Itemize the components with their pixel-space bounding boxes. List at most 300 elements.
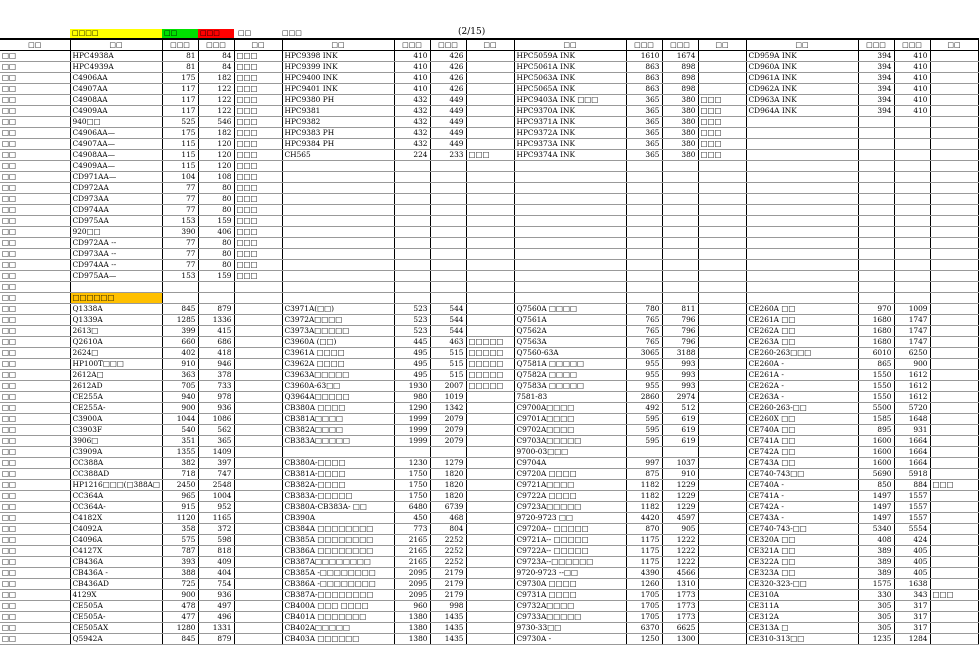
table-cell: 879 bbox=[198, 304, 234, 315]
table-cell: 2079 bbox=[430, 436, 466, 447]
header-cell: □□□ bbox=[162, 39, 198, 51]
table-cell: CE313A □ bbox=[746, 623, 858, 634]
table-cell: HPC5063A INK bbox=[514, 73, 626, 84]
table-cell: CD974AA -- bbox=[70, 260, 162, 271]
table-cell: 468 bbox=[430, 513, 466, 524]
table-cell: 410 bbox=[894, 62, 930, 73]
table-cell: □□□ bbox=[698, 106, 746, 117]
table-cell bbox=[858, 227, 894, 238]
table-cell: □□ bbox=[0, 315, 70, 326]
table-cell bbox=[626, 205, 662, 216]
table-cell bbox=[234, 326, 282, 337]
table-cell: CE263A □□ bbox=[746, 337, 858, 348]
table-cell: 1680 bbox=[858, 326, 894, 337]
table-cell: 1120 bbox=[162, 513, 198, 524]
table-cell bbox=[234, 392, 282, 403]
table-cell bbox=[394, 271, 430, 282]
table-cell bbox=[698, 282, 746, 293]
table-cell: HPC9401 INK bbox=[282, 84, 394, 95]
table-cell: □□□ bbox=[234, 84, 282, 95]
table-cell: 515 bbox=[430, 370, 466, 381]
table-row bbox=[0, 370, 978, 381]
table-cell: CB390A bbox=[282, 513, 394, 524]
table-cell: 910 bbox=[662, 469, 698, 480]
table-row bbox=[0, 381, 978, 392]
table-cell: □□□□□ bbox=[466, 337, 514, 348]
table-cell: 863 bbox=[626, 73, 662, 84]
table-cell bbox=[698, 238, 746, 249]
table-cell: HPC9374A INK bbox=[514, 150, 626, 161]
table-header-row bbox=[0, 39, 978, 51]
table-cell: 1773 bbox=[662, 601, 698, 612]
table-cell bbox=[466, 480, 514, 491]
table-cell: CB383A-□□□□□ bbox=[282, 491, 394, 502]
table-cell bbox=[234, 447, 282, 458]
table-cell bbox=[466, 216, 514, 227]
table-cell: □□□ bbox=[234, 260, 282, 271]
table-cell bbox=[746, 205, 858, 216]
table-cell: 410 bbox=[894, 106, 930, 117]
table-cell bbox=[894, 150, 930, 161]
table-cell bbox=[234, 403, 282, 414]
table-cell: 765 bbox=[626, 337, 662, 348]
sheet-topbar bbox=[0, 0, 950, 38]
table-cell: C4092A bbox=[70, 524, 162, 535]
table-cell: 1600 bbox=[858, 458, 894, 469]
table-cell bbox=[394, 172, 430, 183]
table-cell: 575 bbox=[162, 535, 198, 546]
table-cell: 898 bbox=[662, 84, 698, 95]
table-cell bbox=[894, 183, 930, 194]
table-cell bbox=[662, 238, 698, 249]
table-cell bbox=[466, 128, 514, 139]
table-cell: C9732A□□□□ bbox=[514, 601, 626, 612]
table-cell: CC364A bbox=[70, 491, 162, 502]
table-cell: HPC9403A INK □□□ bbox=[514, 95, 626, 106]
table-cell bbox=[234, 535, 282, 546]
table-cell: CH565 bbox=[282, 150, 394, 161]
table-cell: 2252 bbox=[430, 546, 466, 557]
table-cell: C3909A bbox=[70, 447, 162, 458]
table-cell bbox=[430, 183, 466, 194]
table-cell: CB400A □□□ □□□□ bbox=[282, 601, 394, 612]
table-cell: C3963A□□□□□ bbox=[282, 370, 394, 381]
table-cell bbox=[234, 590, 282, 601]
table-cell: CE255A- bbox=[70, 403, 162, 414]
table-cell: CE740-743-□□ bbox=[746, 524, 858, 535]
table-cell bbox=[162, 293, 198, 304]
table-cell bbox=[698, 458, 746, 469]
table-row bbox=[0, 392, 978, 403]
table-cell bbox=[930, 491, 978, 502]
table-cell: HPC4939A bbox=[70, 62, 162, 73]
table-row bbox=[0, 293, 978, 304]
table-cell bbox=[930, 524, 978, 535]
table-cell: 410 bbox=[394, 84, 430, 95]
table-cell: 495 bbox=[394, 348, 430, 359]
table-cell: CB380A □□□□ bbox=[282, 403, 394, 414]
table-cell bbox=[746, 172, 858, 183]
table-cell: 4129X bbox=[70, 590, 162, 601]
table-cell: □□ bbox=[0, 359, 70, 370]
table-cell: □□□ bbox=[234, 227, 282, 238]
table-cell bbox=[234, 282, 282, 293]
table-cell: 389 bbox=[858, 546, 894, 557]
table-cell bbox=[626, 194, 662, 205]
table-cell: C4906AA bbox=[70, 73, 162, 84]
table-cell: 365 bbox=[626, 139, 662, 150]
table-cell: 2179 bbox=[430, 568, 466, 579]
table-cell bbox=[394, 216, 430, 227]
table-cell: C3971A(□□) bbox=[282, 304, 394, 315]
table-cell bbox=[698, 579, 746, 590]
table-cell bbox=[698, 271, 746, 282]
table-cell: 380 bbox=[662, 139, 698, 150]
table-cell: C9701A□□□□ bbox=[514, 414, 626, 425]
table-cell: Q5942A bbox=[70, 634, 162, 645]
table-cell bbox=[894, 161, 930, 172]
table-cell bbox=[394, 293, 430, 304]
table-cell bbox=[466, 161, 514, 172]
table-cell: 175 bbox=[162, 128, 198, 139]
table-cell: 544 bbox=[430, 304, 466, 315]
table-cell bbox=[282, 282, 394, 293]
table-cell bbox=[514, 172, 626, 183]
table-cell: 159 bbox=[198, 216, 234, 227]
table-cell: C4909AA— bbox=[70, 161, 162, 172]
table-cell bbox=[282, 172, 394, 183]
table-cell: □□□ bbox=[234, 183, 282, 194]
table-cell bbox=[466, 535, 514, 546]
table-cell: 394 bbox=[858, 84, 894, 95]
table-cell bbox=[466, 315, 514, 326]
table-cell: 1336 bbox=[198, 315, 234, 326]
table-cell: CE323A □□ bbox=[746, 568, 858, 579]
table-row bbox=[0, 634, 978, 645]
table-cell bbox=[234, 348, 282, 359]
table-cell bbox=[930, 513, 978, 524]
table-cell: 811 bbox=[662, 304, 698, 315]
table-row bbox=[0, 546, 978, 557]
table-cell: 1750 bbox=[394, 469, 430, 480]
table-cell: HPC9373A INK bbox=[514, 139, 626, 150]
table-cell bbox=[698, 304, 746, 315]
table-cell bbox=[746, 260, 858, 271]
table-cell bbox=[234, 524, 282, 535]
table-cell: □□ bbox=[0, 172, 70, 183]
table-cell bbox=[466, 513, 514, 524]
table-cell bbox=[930, 139, 978, 150]
table-cell: 175 bbox=[162, 73, 198, 84]
table-cell: 6010 bbox=[858, 348, 894, 359]
table-cell bbox=[234, 579, 282, 590]
table-cell bbox=[746, 282, 858, 293]
table-cell: 1750 bbox=[394, 491, 430, 502]
table-cell: 2252 bbox=[430, 535, 466, 546]
table-cell bbox=[930, 216, 978, 227]
table-cell: □□□ bbox=[234, 62, 282, 73]
table-cell: 77 bbox=[162, 194, 198, 205]
table-cell bbox=[894, 271, 930, 282]
table-cell: 1182 bbox=[626, 502, 662, 513]
table-cell: 523 bbox=[394, 315, 430, 326]
table-cell bbox=[746, 117, 858, 128]
table-cell: 305 bbox=[858, 601, 894, 612]
table-cell: □□ bbox=[0, 194, 70, 205]
table-cell bbox=[894, 216, 930, 227]
table-cell: □□ bbox=[0, 62, 70, 73]
table-cell bbox=[234, 315, 282, 326]
table-cell: 1550 bbox=[858, 370, 894, 381]
table-cell: 80 bbox=[198, 194, 234, 205]
table-cell: CE740-743□□ bbox=[746, 469, 858, 480]
table-cell bbox=[430, 227, 466, 238]
table-cell: □□□ bbox=[698, 95, 746, 106]
table-cell: 595 bbox=[626, 414, 662, 425]
table-cell bbox=[698, 51, 746, 62]
table-cell bbox=[858, 139, 894, 150]
table-cell bbox=[466, 425, 514, 436]
table-cell: 955 bbox=[626, 359, 662, 370]
table-cell bbox=[514, 183, 626, 194]
table-cell: 77 bbox=[162, 238, 198, 249]
table-cell: 1638 bbox=[894, 579, 930, 590]
table-cell bbox=[930, 172, 978, 183]
table-cell: 780 bbox=[626, 304, 662, 315]
table-cell: 1230 bbox=[394, 458, 430, 469]
table-cell: 80 bbox=[198, 249, 234, 260]
table-cell bbox=[698, 227, 746, 238]
table-cell: □□ bbox=[0, 502, 70, 513]
table-cell: □□□ bbox=[234, 139, 282, 150]
table-cell: □□ bbox=[0, 524, 70, 535]
table-cell: 2548 bbox=[198, 480, 234, 491]
table-cell bbox=[746, 227, 858, 238]
table-cell bbox=[930, 447, 978, 458]
table-cell bbox=[466, 326, 514, 337]
table-cell: CE260-263□□□ bbox=[746, 348, 858, 359]
table-cell: 1820 bbox=[430, 469, 466, 480]
table-cell: 915 bbox=[162, 502, 198, 513]
table-cell bbox=[662, 172, 698, 183]
table-cell bbox=[282, 194, 394, 205]
table-cell: 2165 bbox=[394, 557, 430, 568]
table-cell: □□ bbox=[0, 95, 70, 106]
table-cell: 2860 bbox=[626, 392, 662, 403]
table-cell: CE260A □□ bbox=[746, 304, 858, 315]
table-cell bbox=[698, 546, 746, 557]
table-cell: 1222 bbox=[662, 557, 698, 568]
table-cell: Q3964A□□□□□ bbox=[282, 392, 394, 403]
table-cell: CB380A-□□□□ bbox=[282, 458, 394, 469]
table-cell: Q7562A bbox=[514, 326, 626, 337]
table-cell bbox=[930, 51, 978, 62]
table-row bbox=[0, 161, 978, 172]
table-cell: 544 bbox=[430, 326, 466, 337]
table-cell bbox=[282, 183, 394, 194]
table-cell: 117 bbox=[162, 84, 198, 95]
table-cell: 410 bbox=[894, 73, 930, 84]
table-cell bbox=[662, 282, 698, 293]
table-row bbox=[0, 238, 978, 249]
table-cell: 1705 bbox=[626, 590, 662, 601]
table-cell: 796 bbox=[662, 326, 698, 337]
table-cell bbox=[626, 249, 662, 260]
table-cell bbox=[858, 128, 894, 139]
table-cell bbox=[466, 95, 514, 106]
table-cell bbox=[234, 568, 282, 579]
table-cell: 619 bbox=[662, 425, 698, 436]
table-cell: 84 bbox=[198, 62, 234, 73]
table-cell bbox=[466, 447, 514, 458]
header-cell: □□□ bbox=[430, 39, 466, 51]
table-cell bbox=[930, 458, 978, 469]
table-cell: HPC9381 bbox=[282, 106, 394, 117]
table-cell: CE310-313□□ bbox=[746, 634, 858, 645]
table-cell bbox=[514, 238, 626, 249]
table-cell bbox=[662, 293, 698, 304]
table-cell: 660 bbox=[162, 337, 198, 348]
table-cell: CD972AA -- bbox=[70, 238, 162, 249]
table-cell bbox=[746, 216, 858, 227]
table-cell: CB386A -□□□□□□□□ bbox=[282, 579, 394, 590]
table-cell: 1705 bbox=[626, 601, 662, 612]
table-row bbox=[0, 249, 978, 260]
table-cell: 432 bbox=[394, 106, 430, 117]
table-cell bbox=[626, 293, 662, 304]
table-row bbox=[0, 326, 978, 337]
table-cell bbox=[514, 282, 626, 293]
table-cell: Q7581A □□□□□ bbox=[514, 359, 626, 370]
table-cell bbox=[466, 117, 514, 128]
table-cell: 515 bbox=[430, 359, 466, 370]
table-cell: 432 bbox=[394, 139, 430, 150]
table-cell: 317 bbox=[894, 601, 930, 612]
table-row bbox=[0, 260, 978, 271]
table-cell: CB403A □□□□□□ bbox=[282, 634, 394, 645]
table-cell: 1705 bbox=[626, 612, 662, 623]
table-cell: □□□□□ bbox=[466, 348, 514, 359]
table-cell: 405 bbox=[894, 557, 930, 568]
table-cell: 2165 bbox=[394, 546, 430, 557]
table-cell: C3960A-63□□ bbox=[282, 381, 394, 392]
table-cell bbox=[894, 194, 930, 205]
table-cell: 410 bbox=[894, 95, 930, 106]
table-cell: CD975AA— bbox=[70, 271, 162, 282]
table-cell: 1612 bbox=[894, 392, 930, 403]
table-cell: 1497 bbox=[858, 502, 894, 513]
table-cell bbox=[466, 51, 514, 62]
table-cell: 415 bbox=[198, 326, 234, 337]
table-cell bbox=[514, 205, 626, 216]
table-cell: 426 bbox=[430, 62, 466, 73]
table-cell: 6250 bbox=[894, 348, 930, 359]
table-cell bbox=[698, 524, 746, 535]
table-cell: 463 bbox=[430, 337, 466, 348]
table-cell: □□□ bbox=[234, 205, 282, 216]
table-cell: 2252 bbox=[430, 557, 466, 568]
table-cell: CE740A □□ bbox=[746, 425, 858, 436]
table-cell: CE310A bbox=[746, 590, 858, 601]
table-cell bbox=[514, 260, 626, 271]
table-cell bbox=[234, 293, 282, 304]
table-cell bbox=[234, 513, 282, 524]
table-cell bbox=[514, 271, 626, 282]
table-cell: CE743A □□ bbox=[746, 458, 858, 469]
table-cell: 546 bbox=[198, 117, 234, 128]
table-cell: 900 bbox=[894, 359, 930, 370]
table-row bbox=[0, 84, 978, 95]
table-cell bbox=[698, 205, 746, 216]
table-cell: 1380 bbox=[394, 634, 430, 645]
table-row bbox=[0, 359, 978, 370]
table-cell bbox=[662, 161, 698, 172]
table-cell: 2079 bbox=[430, 414, 466, 425]
table-cell bbox=[746, 150, 858, 161]
table-cell: 1037 bbox=[662, 458, 698, 469]
table-cell bbox=[698, 260, 746, 271]
table-cell: 77 bbox=[162, 249, 198, 260]
table-cell bbox=[626, 161, 662, 172]
table-cell bbox=[746, 293, 858, 304]
table-cell: 525 bbox=[162, 117, 198, 128]
table-cell: C9702A□□□□ bbox=[514, 425, 626, 436]
table-cell bbox=[930, 623, 978, 634]
table-cell: CB385A -□□□□□□□□ bbox=[282, 568, 394, 579]
table-cell bbox=[234, 557, 282, 568]
table-cell: 317 bbox=[894, 623, 930, 634]
table-cell: 1279 bbox=[430, 458, 466, 469]
table-cell bbox=[198, 293, 234, 304]
table-cell: 619 bbox=[662, 414, 698, 425]
table-cell bbox=[430, 194, 466, 205]
table-row bbox=[0, 425, 978, 436]
table-cell: 122 bbox=[198, 95, 234, 106]
table-cell bbox=[746, 194, 858, 205]
table-cell bbox=[466, 194, 514, 205]
table-cell: 1280 bbox=[162, 623, 198, 634]
table-row bbox=[0, 403, 978, 414]
table-cell: □□ bbox=[0, 51, 70, 62]
table-cell: Q2610A bbox=[70, 337, 162, 348]
table-cell: CE505A bbox=[70, 601, 162, 612]
table-cell: HPC9383 PH bbox=[282, 128, 394, 139]
table-cell: HPC9398 INK bbox=[282, 51, 394, 62]
table-row bbox=[0, 73, 978, 84]
table-cell: 378 bbox=[198, 370, 234, 381]
table-cell: □□□□□ bbox=[466, 370, 514, 381]
table-cell bbox=[626, 216, 662, 227]
table-cell bbox=[430, 260, 466, 271]
table-cell: 898 bbox=[662, 62, 698, 73]
table-cell bbox=[234, 480, 282, 491]
table-cell: 478 bbox=[162, 601, 198, 612]
table-cell: 1175 bbox=[626, 535, 662, 546]
table-cell: 409 bbox=[198, 557, 234, 568]
table-cell: 1086 bbox=[198, 414, 234, 425]
table-cell: 4390 bbox=[626, 568, 662, 579]
table-cell: CB384A □□□□□□□□ bbox=[282, 524, 394, 535]
table-cell: HPC9371A INK bbox=[514, 117, 626, 128]
table-cell: 77 bbox=[162, 205, 198, 216]
table-cell bbox=[698, 502, 746, 513]
table-cell: 343 bbox=[894, 590, 930, 601]
table-cell: Q7563A bbox=[514, 337, 626, 348]
table-cell: 153 bbox=[162, 271, 198, 282]
legend-after: □□ bbox=[238, 29, 252, 37]
table-cell bbox=[662, 447, 698, 458]
table-cell bbox=[746, 183, 858, 194]
